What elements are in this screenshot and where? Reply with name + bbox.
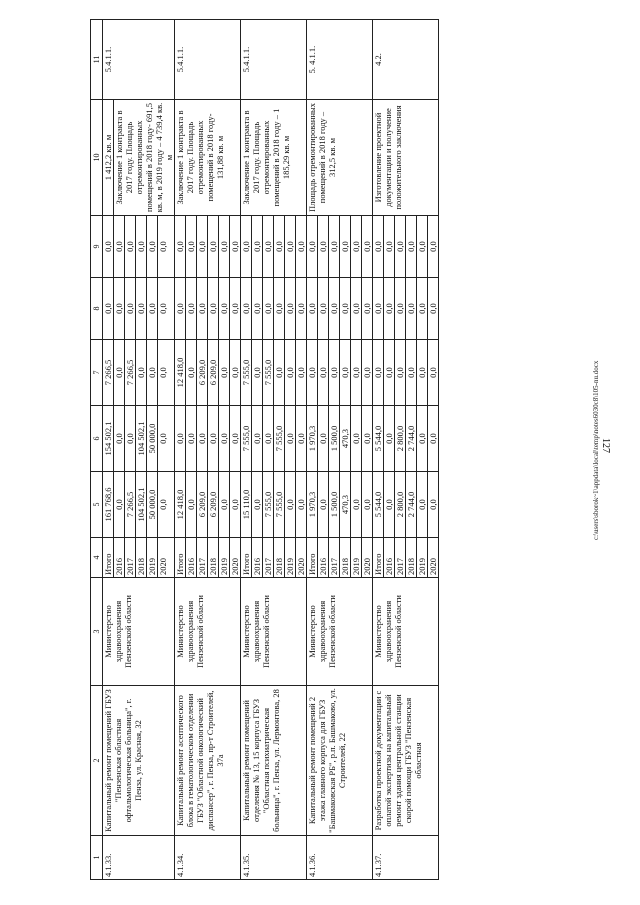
year-list-value: 2020 — [428, 558, 438, 575]
indicator-note — [307, 100, 373, 216]
amount-c6-value: 1 500,0 — [329, 406, 340, 471]
amount-c7-value: 0,0 — [274, 340, 285, 405]
amount-c5 — [241, 472, 307, 538]
amount-c8-value: 0,0 — [175, 278, 186, 339]
year-list-value: 2019 — [285, 538, 296, 577]
amount-c9-value: 0,0 — [136, 216, 147, 277]
amount-c5-value: 0,0 — [318, 472, 329, 537]
amount-c5-value: 0,0 — [296, 499, 306, 510]
amount-c9-value: 0,0 — [263, 216, 274, 277]
amount-c6-value: 0,0 — [362, 433, 372, 444]
year-list-value: 2020 — [362, 558, 372, 575]
year-list-value: 2018 — [136, 538, 147, 577]
amount-c5-value: 0,0 — [230, 499, 240, 510]
amount-c6-value: 0,0 — [158, 433, 168, 444]
amount-c6-value: 2 744,0 — [406, 406, 417, 471]
responsible-executor: Министерство здравоохранения Пензенской области — [103, 578, 175, 686]
amount-c8-value: 0,0 — [219, 278, 230, 339]
indicator-note-top: 1 412,2 кв. м — [103, 100, 114, 215]
reference-number: 5. 4.1.1. — [307, 20, 373, 100]
amount-c8-value: 0,0 — [395, 278, 406, 339]
amount-c6-value: 7 555,0 — [274, 406, 285, 471]
responsible-executor: Министерство здравоохранения Пензенской области — [373, 578, 439, 686]
amount-c8-value: 0,0 — [186, 278, 197, 339]
amount-c9-value: 0,0 — [241, 216, 252, 277]
amount-c7-value: 12 418,0 — [175, 340, 186, 405]
amount-c8-value: 0,0 — [428, 303, 438, 314]
amount-c8-value: 0,0 — [158, 303, 168, 314]
amount-c9-value: 0,0 — [147, 216, 158, 277]
amount-c7-value: 0,0 — [417, 340, 428, 405]
amount-c9-value: 0,0 — [373, 216, 384, 277]
year-list-value: 2016 — [186, 538, 197, 577]
amount-c7-value: 0,0 — [186, 340, 197, 405]
program-table — [90, 19, 439, 880]
amount-c8-value: 0,0 — [230, 303, 240, 314]
amount-c7-value: 0,0 — [252, 340, 263, 405]
column-header: 2 — [91, 686, 103, 836]
indicator-note-text: Заключение 1 контракта в 2017 году. Площадь отремонтированных помещений в 2018 году- 131,88 кв. м — [175, 110, 225, 205]
year-list-value: Итого — [373, 538, 384, 577]
amount-c9-value: 0,0 — [362, 241, 372, 252]
year-list-value: 2016 — [318, 538, 329, 577]
amount-c5-value: 2 744,0 — [406, 472, 417, 537]
amount-c7-value: 0,0 — [219, 340, 230, 405]
year-list-value: 2016 — [114, 538, 125, 577]
amount-c7 — [241, 340, 307, 406]
row-number: 4.1.36. — [307, 836, 373, 880]
year-list-value: 2019 — [219, 538, 230, 577]
amount-c6-value: 0,0 — [384, 406, 395, 471]
amount-c7-value: 0,0 — [230, 367, 240, 378]
amount-c7-value: 7 266,5 — [125, 340, 136, 405]
amount-c8-value: 0,0 — [147, 278, 158, 339]
table-row — [103, 20, 175, 880]
year-list-value: 2018 — [406, 538, 417, 577]
amount-c7-value: 0,0 — [373, 340, 384, 405]
amount-c8-value: 0,0 — [114, 278, 125, 339]
amount-c5-value: 1 500,0 — [329, 472, 340, 537]
amount-c6 — [307, 406, 373, 472]
amount-c7-value: 0,0 — [307, 340, 318, 405]
amount-c9-value: 0,0 — [285, 216, 296, 277]
amount-c6-value: 0,0 — [351, 406, 362, 471]
amount-c5-value: 5 544,0 — [373, 472, 384, 537]
amount-c6-value: 0,0 — [318, 406, 329, 471]
amount-c6 — [241, 406, 307, 472]
amount-c7 — [103, 340, 175, 406]
column-header: 3 — [91, 578, 103, 686]
amount-c8-value: 0,0 — [208, 278, 219, 339]
amount-c6-value: 0,0 — [252, 406, 263, 471]
amount-c6-value: 0,0 — [296, 433, 306, 444]
amount-c7-value: 7 266,5 — [103, 340, 114, 405]
year-list-value: 2020 — [158, 558, 168, 575]
amount-c9-value: 0,0 — [103, 216, 114, 277]
amount-c8 — [175, 278, 241, 340]
table-row — [373, 20, 439, 880]
table-row — [175, 20, 241, 880]
year-list — [307, 538, 373, 578]
amount-c9-value: 0,0 — [417, 216, 428, 277]
amount-c9-value: 0,0 — [114, 216, 125, 277]
row-number: 4.1.35. — [241, 836, 307, 880]
amount-c8-value: 0,0 — [274, 278, 285, 339]
year-list-value: 2017 — [263, 538, 274, 577]
year-list-value: 2017 — [329, 538, 340, 577]
amount-c6-value: 1 970,3 — [307, 406, 318, 471]
amount-c9 — [103, 216, 175, 278]
amount-c7-value: 6 209,0 — [197, 340, 208, 405]
amount-c7-value: 0,0 — [351, 340, 362, 405]
amount-c5-value: 6 209,0 — [208, 472, 219, 537]
year-list-value: Итого — [175, 538, 186, 577]
amount-c8-value: 0,0 — [384, 278, 395, 339]
amount-c7-value: 0,0 — [318, 340, 329, 405]
amount-c9-value: 0,0 — [274, 216, 285, 277]
reference-number: 5.4.1.1. — [175, 20, 241, 100]
indicator-note — [103, 100, 175, 216]
amount-c8-value: 0,0 — [136, 278, 147, 339]
amount-c7-value: 0,0 — [158, 367, 168, 378]
amount-c6-value: 0,0 — [219, 406, 230, 471]
amount-c6-value: 470,3 — [340, 406, 351, 471]
activity-name: Разработка проектной документации с оплатой экспертизы на капитальный ремонт здания центральной станции скорой помощи ГБУЗ "Пензенская областная — [373, 686, 439, 836]
amount-c6-value: 0,0 — [230, 433, 240, 444]
amount-c5-value: 0,0 — [186, 472, 197, 537]
amount-c5 — [103, 472, 175, 538]
column-header: 5 — [91, 472, 103, 538]
amount-c5-value: 6 209,0 — [197, 472, 208, 537]
amount-c9-value: 0,0 — [307, 216, 318, 277]
amount-c7-value: 0,0 — [285, 340, 296, 405]
page-number: 127 — [600, 438, 611, 453]
amount-c7-value: 0,0 — [362, 367, 372, 378]
amount-c5-value: 7 266,5 — [125, 472, 136, 537]
amount-c7-value: 7 555,0 — [263, 340, 274, 405]
amount-c6-value: 154 502,1 — [103, 406, 114, 471]
indicator-note — [175, 100, 241, 216]
amount-c5 — [373, 472, 439, 538]
year-list-value: 2016 — [384, 538, 395, 577]
amount-c7-value: 0,0 — [384, 340, 395, 405]
amount-c9-value: 0,0 — [318, 216, 329, 277]
activity-name: Капитальный ремонт помещений 2 этажа главного корпуса для ГБУЗ "Башмаковская РБ", р.п. Башмаково, ул. Строителей, 22 — [307, 686, 373, 836]
amount-c8-value: 0,0 — [329, 278, 340, 339]
amount-c8-value: 0,0 — [362, 303, 372, 314]
amount-c5-value: 0,0 — [252, 472, 263, 537]
amount-c8 — [103, 278, 175, 340]
amount-c5-value: 0,0 — [285, 472, 296, 537]
year-list-value: 2020 — [230, 558, 240, 575]
year-list — [103, 538, 175, 578]
amount-c7-value: 0,0 — [296, 367, 306, 378]
amount-c8-value: 0,0 — [103, 278, 114, 339]
amount-c9-value: 0,0 — [351, 216, 362, 277]
amount-c5-value: 0,0 — [219, 472, 230, 537]
amount-c9-value: 0,0 — [186, 216, 197, 277]
year-list — [241, 538, 307, 578]
amount-c5-value: 1 970,3 — [307, 472, 318, 537]
amount-c8-value: 0,0 — [417, 278, 428, 339]
amount-c7 — [175, 340, 241, 406]
amount-c7-value: 6 209,0 — [208, 340, 219, 405]
amount-c5-value: 2 800,0 — [395, 472, 406, 537]
amount-c9-value: 0,0 — [219, 216, 230, 277]
amount-c9-value: 0,0 — [252, 216, 263, 277]
amount-c6 — [373, 406, 439, 472]
amount-c9-value: 0,0 — [175, 216, 186, 277]
amount-c9 — [241, 216, 307, 278]
amount-c6-value: 0,0 — [197, 406, 208, 471]
amount-c6-value: 0,0 — [263, 406, 274, 471]
amount-c9-value: 0,0 — [406, 216, 417, 277]
year-list-value: 2017 — [197, 538, 208, 577]
amount-c5-value: 470,3 — [340, 472, 351, 537]
indicator-note — [241, 100, 307, 216]
indicator-note-text: Площадь отремонтированных помещений в 2018 году – 312,5 кв. м — [307, 103, 337, 212]
amount-c8-value: 0,0 — [373, 278, 384, 339]
year-list-value: 2017 — [395, 538, 406, 577]
amount-c9-value: 0,0 — [230, 241, 240, 252]
column-header: 11 — [91, 20, 103, 100]
amount-c6-value: 7 555,0 — [241, 406, 252, 471]
amount-c6-value: 0,0 — [285, 406, 296, 471]
amount-c8-value: 0,0 — [296, 303, 306, 314]
amount-c9-value: 0,0 — [329, 216, 340, 277]
amount-c5 — [307, 472, 373, 538]
amount-c9 — [373, 216, 439, 278]
amount-c9-value: 0,0 — [428, 241, 438, 252]
amount-c8 — [241, 278, 307, 340]
table-body — [103, 20, 439, 880]
responsible-executor: Министерство здравоохранения Пензенской области — [241, 578, 307, 686]
amount-c7-value: 0,0 — [340, 340, 351, 405]
amount-c9-value: 0,0 — [296, 241, 306, 252]
amount-c5-value: 7 555,0 — [263, 472, 274, 537]
row-number: 4.1.34. — [175, 836, 241, 880]
activity-name: Капитальный ремонт помещений отделения № 13, 15 корпуса ГБУЗ "Областная психиатрическая больница", г. Пенза, ул. Лермонтова, 28 — [241, 686, 307, 836]
column-header: 1 — [91, 836, 103, 880]
amount-c8 — [373, 278, 439, 340]
amount-c8-value: 0,0 — [285, 278, 296, 339]
year-list-value: 2018 — [208, 538, 219, 577]
amount-c6-value: 5 544,0 — [373, 406, 384, 471]
amount-c7 — [373, 340, 439, 406]
year-list-value: Итого — [307, 538, 318, 577]
amount-c7-value: 0,0 — [395, 340, 406, 405]
amount-c7-value: 7 555,0 — [241, 340, 252, 405]
amount-c5-value: 12 418,0 — [175, 472, 186, 537]
column-header: 7 — [91, 340, 103, 406]
amount-c5-value: 50 000,0 — [147, 472, 158, 537]
amount-c9-value: 0,0 — [384, 216, 395, 277]
responsible-executor: Министерство здравоохранения Пензенской области — [307, 578, 373, 686]
amount-c5 — [175, 472, 241, 538]
amount-c9-value: 0,0 — [208, 216, 219, 277]
reference-number: 5.4.1.1. — [103, 20, 175, 100]
amount-c6-value: 0,0 — [417, 406, 428, 471]
amount-c6-value: 0,0 — [175, 406, 186, 471]
indicator-note-text: Заключение 1 контракта в 2017 году. Площадь отремонтированных помещений в 2018 году – 1 185,29 кв. м — [241, 108, 291, 207]
amount-c6-value: 2 800,0 — [395, 406, 406, 471]
amount-c9 — [307, 216, 373, 278]
amount-c9 — [175, 216, 241, 278]
amount-c7-value: 0,0 — [147, 340, 158, 405]
amount-c5-value: 0,0 — [417, 472, 428, 537]
indicator-note-text: Заключение 1 контракта в 2017 году. Площадь отремонтированных помещений в 2018 году- 691,5 кв. м, в 2019 году – 4 739,4 кв. м — [114, 102, 174, 213]
amount-c7-value: 0,0 — [329, 340, 340, 405]
responsible-executor: Министерство здравоохранения Пензенской области — [175, 578, 241, 686]
table-row — [307, 20, 373, 880]
amount-c6 — [103, 406, 175, 472]
amount-c9-value: 0,0 — [197, 216, 208, 277]
amount-c7-value: 0,0 — [136, 340, 147, 405]
year-list — [373, 538, 439, 578]
amount-c8-value: 0,0 — [197, 278, 208, 339]
amount-c8-value: 0,0 — [252, 278, 263, 339]
year-list-value: 2019 — [417, 538, 428, 577]
year-list — [175, 538, 241, 578]
year-list-value: 2019 — [147, 538, 158, 577]
row-number: 4.1.37. — [373, 836, 439, 880]
indicator-note-text: Изготовление проектной документации и получение положительного заключения — [373, 105, 403, 210]
amount-c6-value: 0,0 — [114, 406, 125, 471]
column-header: 6 — [91, 406, 103, 472]
year-list-value: 2018 — [340, 538, 351, 577]
amount-c5-value: 7 555,0 — [274, 472, 285, 537]
amount-c8-value: 0,0 — [307, 278, 318, 339]
amount-c5-value: 104 502,1 — [136, 472, 147, 537]
header-row — [91, 20, 103, 880]
amount-c5-value: 15 110,0 — [241, 472, 252, 537]
amount-c5-value: 0,0 — [158, 499, 168, 510]
amount-c5-value: 161 768,6 — [103, 472, 114, 537]
column-header: 4 — [91, 538, 103, 578]
amount-c7-value: 0,0 — [406, 340, 417, 405]
amount-c8-value: 0,0 — [241, 278, 252, 339]
amount-c8-value: 0,0 — [351, 278, 362, 339]
column-header: 8 — [91, 278, 103, 340]
row-number: 4.1.33. — [103, 836, 175, 880]
year-list-value: 2017 — [125, 538, 136, 577]
indicator-note — [373, 100, 439, 216]
year-list-value: 2018 — [274, 538, 285, 577]
amount-c8-value: 0,0 — [263, 278, 274, 339]
activity-name: Капитальный ремонт помещений ГБУЗ "Пензенская областная офтальмологическая больница", г. Пенза, ул. Красная, 32 — [103, 686, 175, 836]
amount-c6 — [175, 406, 241, 472]
table-row — [241, 20, 307, 880]
amount-c6-value: 0,0 — [428, 433, 438, 444]
amount-c9-value: 0,0 — [395, 216, 406, 277]
column-header: 9 — [91, 216, 103, 278]
amount-c7 — [307, 340, 373, 406]
amount-c6-value: 50 000,0 — [147, 406, 158, 471]
amount-c8-value: 0,0 — [340, 278, 351, 339]
activity-name: Капитальный ремонт асептического блока в гематологическом отделении ГБУЗ "Областной онкологический диспансер", г. Пенза, пр-т Строителей, 37а — [175, 686, 241, 836]
year-list-value: 2020 — [296, 558, 306, 575]
amount-c8 — [307, 278, 373, 340]
reference-number: 4.2. — [373, 20, 439, 100]
year-list-value: Итого — [103, 538, 114, 577]
year-list-value: 2016 — [252, 538, 263, 577]
amount-c6-value: 104 502,1 — [136, 406, 147, 471]
amount-c9-value: 0,0 — [125, 216, 136, 277]
amount-c5-value: 0,0 — [351, 472, 362, 537]
amount-c9-value: 0,0 — [158, 241, 168, 252]
amount-c5-value: 0,0 — [428, 499, 438, 510]
amount-c9-value: 0,0 — [340, 216, 351, 277]
year-list-value: 2019 — [351, 538, 362, 577]
amount-c8-value: 0,0 — [125, 278, 136, 339]
amount-c8-value: 0,0 — [406, 278, 417, 339]
year-list-value: Итого — [241, 538, 252, 577]
amount-c7-value: 0,0 — [428, 367, 438, 378]
amount-c5-value: 0,0 — [384, 472, 395, 537]
amount-c5-value: 0,0 — [114, 472, 125, 537]
reference-number: 5.4.1.1. — [241, 20, 307, 100]
amount-c5-value: 0,0 — [362, 499, 372, 510]
amount-c6-value: 0,0 — [186, 406, 197, 471]
amount-c8-value: 0,0 — [318, 278, 329, 339]
column-header: 10 — [91, 100, 103, 216]
amount-c6-value: 0,0 — [208, 406, 219, 471]
amount-c7-value: 0,0 — [114, 340, 125, 405]
amount-c6-value: 0,0 — [125, 406, 136, 471]
footer-file-path: c:\users\sborok~1\appdata\local\temp\notes6030c8\105-nu.docx — [592, 360, 600, 540]
rotated-table-wrapper — [90, 20, 600, 880]
